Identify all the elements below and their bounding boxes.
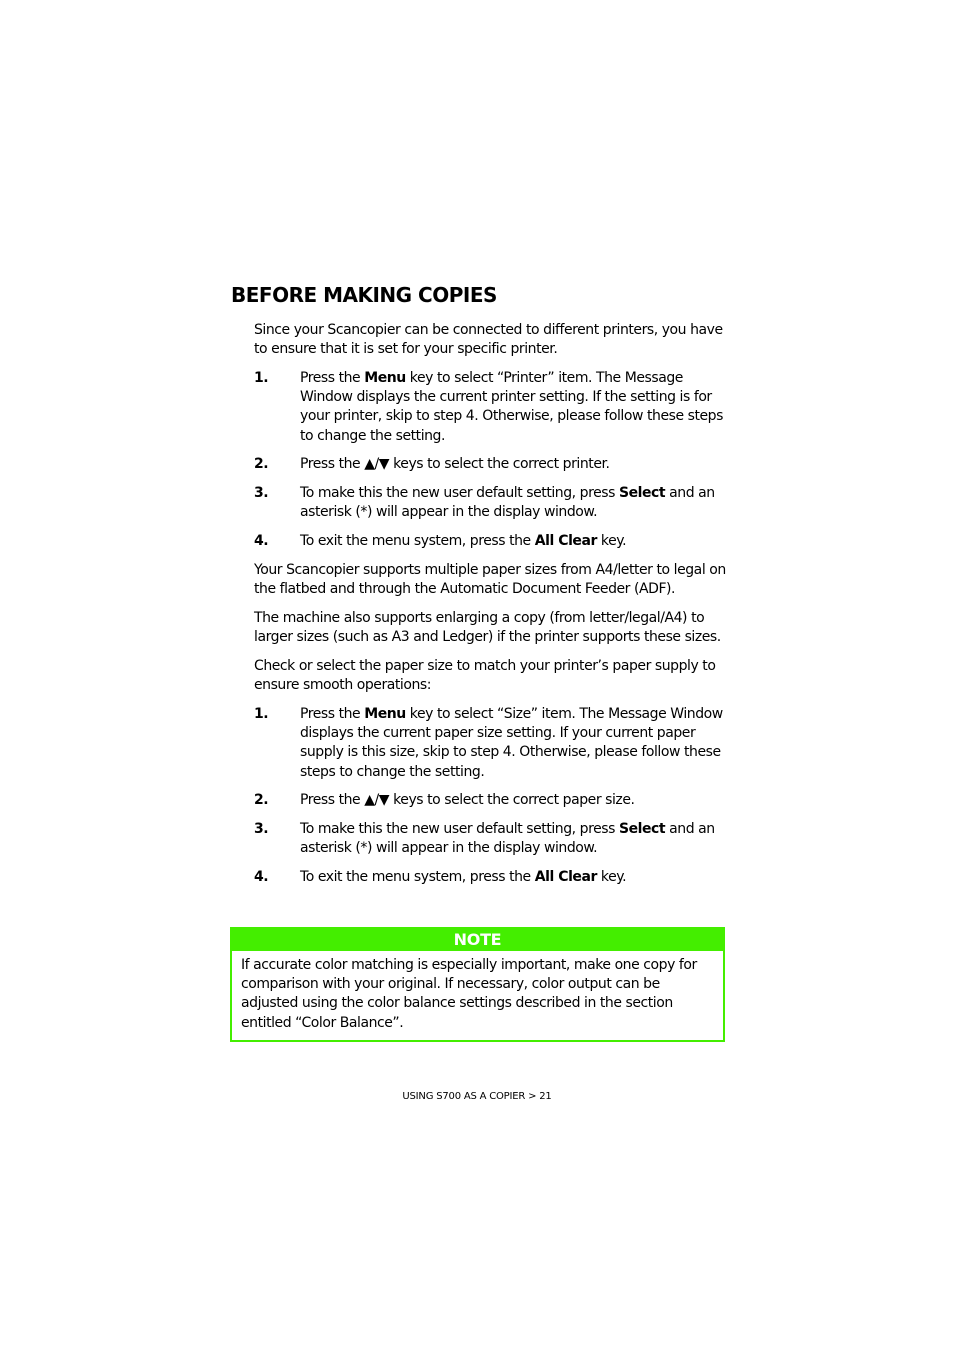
enlarge-paragraph: The machine also supports enlarging a copy (from letter/legal/A4) to larger sizes (such as A3 and Ledger) if the printer supports these sizes. [254,610,721,646]
step-number: 4. [254,869,269,886]
step-text: and an asterisk (*) will appear in the display window. [300,821,715,857]
printer-step [254,532,729,551]
step-text: To make this the new user default setting, press [300,485,619,502]
size-step [254,820,729,858]
printer-step [254,455,729,474]
step-number: 1. [254,706,269,722]
step-text: and an asterisk (*) will appear in the display window. [300,485,715,521]
step-number: 2. [254,792,269,809]
page-title: BEFORE MAKING COPIES [231,283,497,307]
step-number: 2. [254,456,269,473]
note-box [230,927,725,1042]
printer-step [254,484,729,522]
printer-step [254,369,729,446]
step-text: Press the [300,706,365,722]
step-text: To make this the new user default setting, press [300,821,619,838]
step-key: Menu [364,370,406,386]
step-text: key to select “Printer” item. The Message Window displays the current printer setting. If the setting is for your printer, skip to step 4. Otherwise, please follow these steps to change the setting. [300,370,723,444]
step-key: Menu [364,706,406,722]
step-text: key. [596,533,627,550]
size-steps-list [254,705,729,887]
check-size-paragraph: Check or select the paper size to match your printer’s paper supply to ensure smooth operations: [254,658,716,694]
step-number: 4. [254,533,269,550]
note-header: NOTE [232,929,723,951]
step-text: To exit the menu system, press the [300,533,535,550]
step-text: key to select “Size” item. The Message Window displays the current paper size setting. If your current paper supply is this size, skip to step 4. Otherwise, please follow these steps to change the setting. [300,706,723,780]
printer-steps-list [254,369,729,551]
step-number: 3. [254,485,269,502]
main-content [254,321,729,897]
step-key: Select [618,821,666,838]
note-body: If accurate color matching is especially important, make one copy for comparison with your original. If necessary, color output can be adjusted using the color balance settings described in the section entitled “Color Balance”. [241,957,697,1031]
paper-sizes-paragraph: Your Scancopier supports multiple paper sizes from A4/letter to legal on the flatbed and through the Automatic Document Feeder (ADF). [254,562,726,598]
size-step [254,705,729,782]
intro-paragraph: Since your Scancopier can be connected to different printers, you have to ensure that it is set for your specific printer. [254,322,723,358]
step-number: 3. [254,821,269,838]
page-footer: USING S700 AS A COPIER > 21 [402,1091,552,1102]
step-text: To exit the menu system, press the [300,869,535,886]
size-step [254,868,729,887]
step-text: key. [596,869,627,886]
step-key: All Clear [534,869,597,886]
step-text: Press the ▲/▼ keys to select the correct paper size. [300,792,635,809]
step-text: Press the ▲/▼ keys to select the correct printer. [300,456,610,473]
step-key: All Clear [534,533,597,550]
step-key: Select [618,485,666,502]
step-text: Press the [300,370,365,386]
size-step [254,791,729,810]
step-number: 1. [254,370,269,386]
